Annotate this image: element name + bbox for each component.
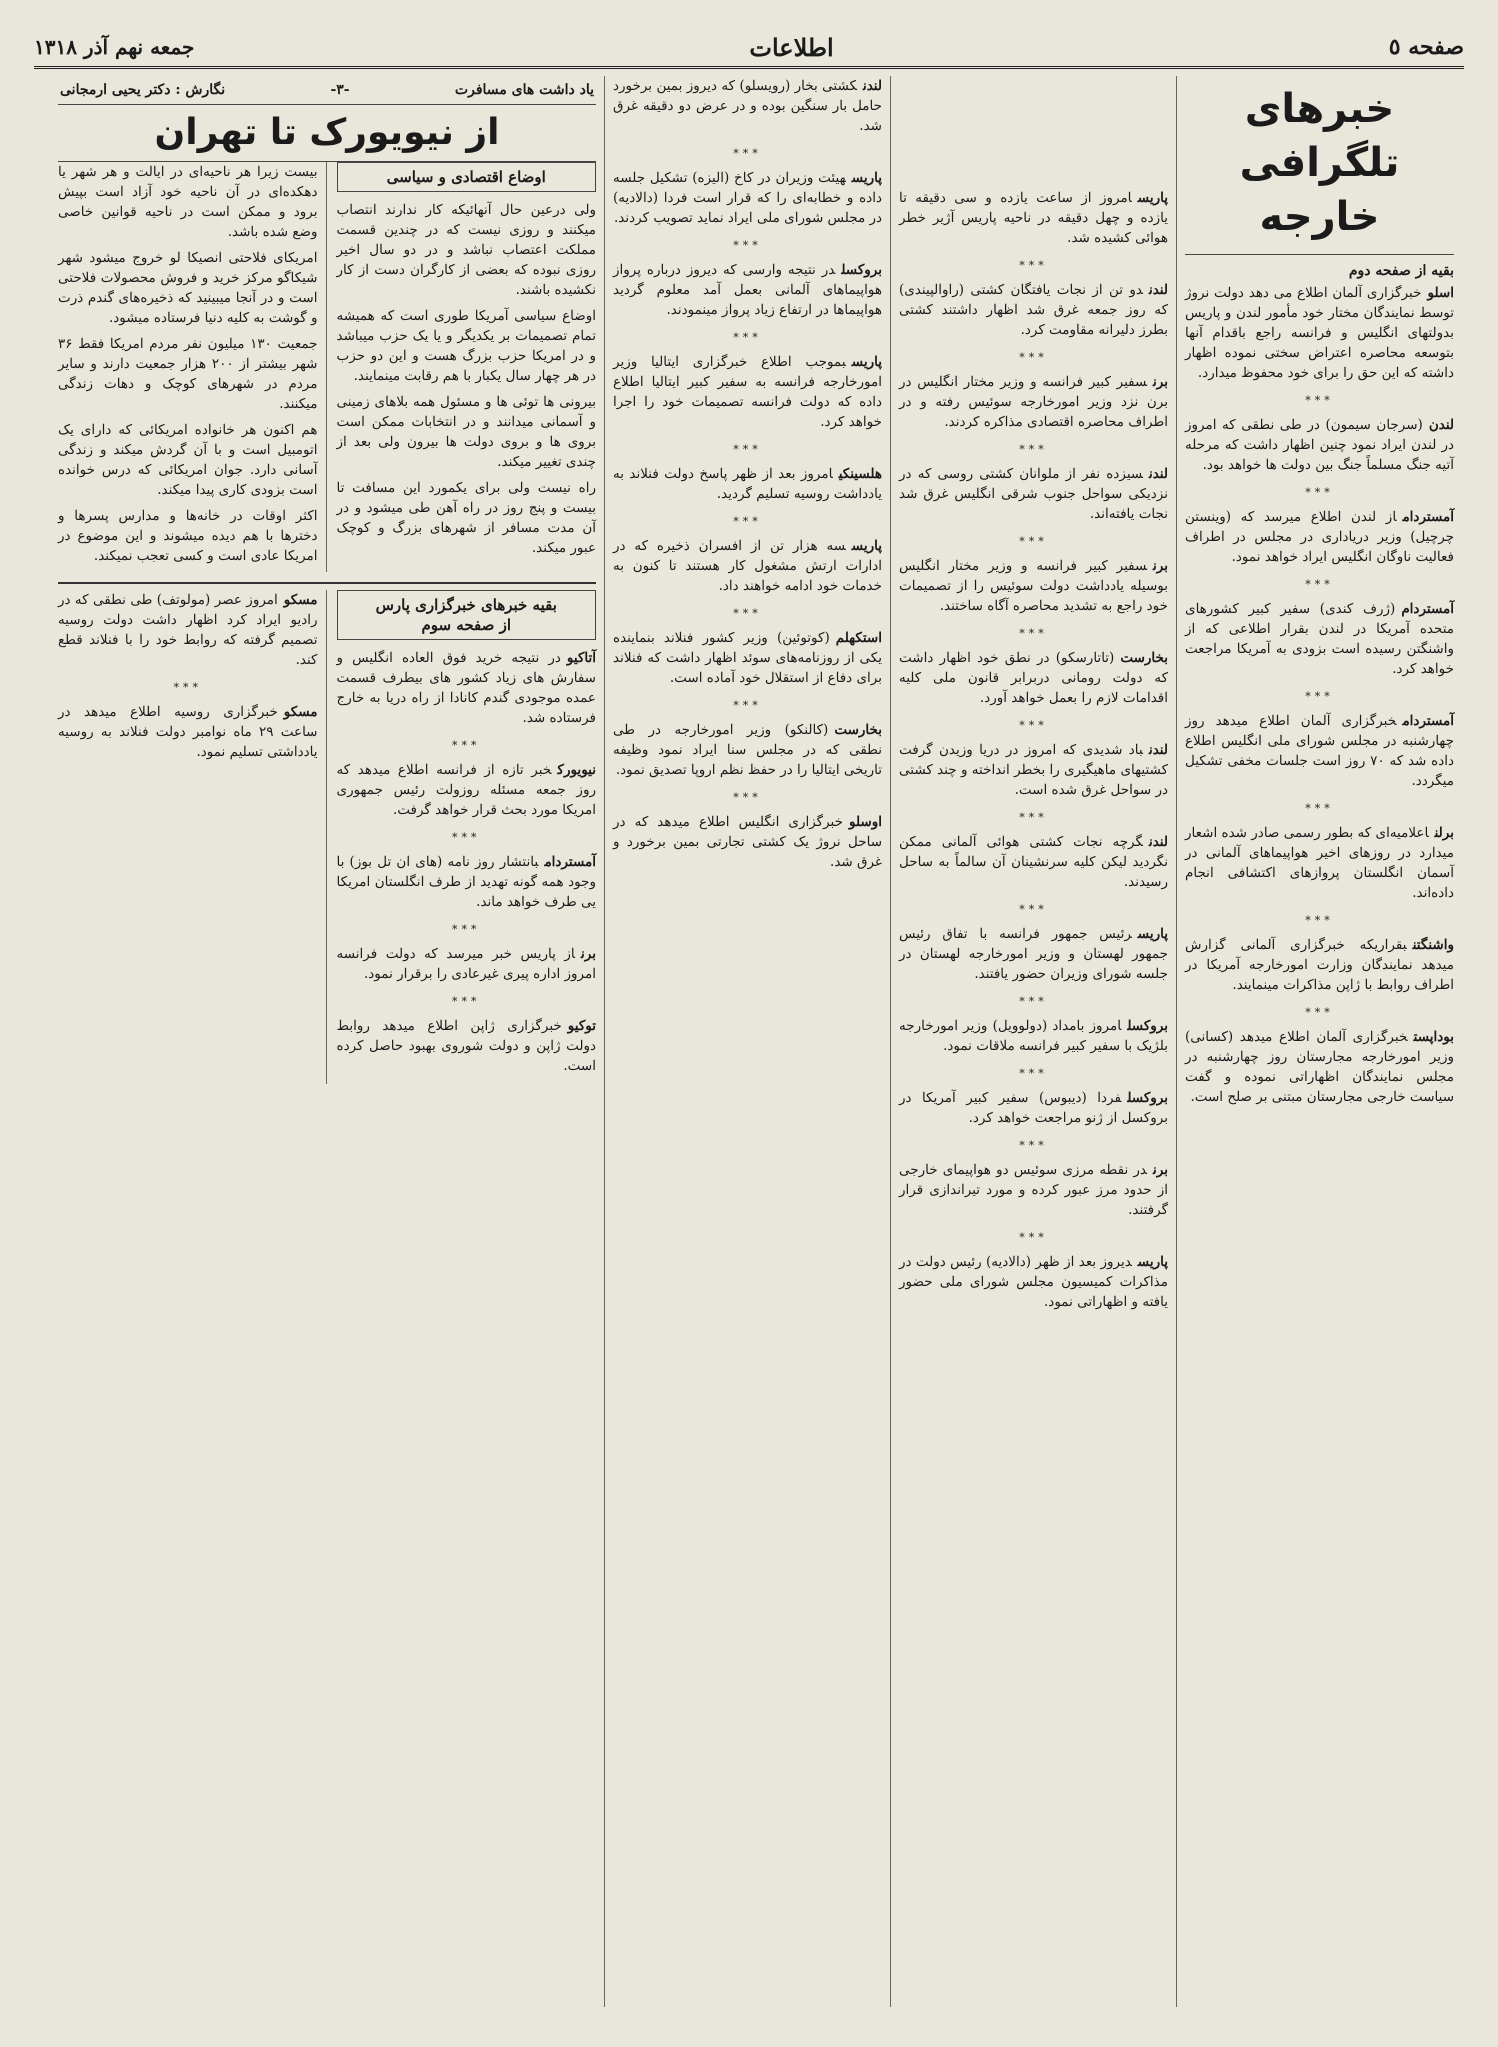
news-dateline: لندن (1148, 466, 1168, 482)
news-item (899, 1088, 1168, 1128)
news-item (613, 168, 882, 228)
news-item (337, 648, 597, 728)
paper-name: اطلاعات (749, 32, 834, 62)
news-dateline: مسکو (283, 592, 318, 608)
separator-stars: *** (1019, 903, 1048, 916)
column-telegrams-2 (890, 76, 1176, 2007)
col1-items (1185, 283, 1454, 1107)
news-text: دو تن از نجات یافتگان کشتی (راوالپیندی) که روز جمعه غرق شد اظهار داشتند کشتی بطرز دلیرانه مقاومت کرد. (899, 282, 1168, 338)
separator-stars: *** (733, 443, 762, 456)
news-item (1185, 823, 1454, 903)
news-text: بقراریکه خبرگزاری آلمانی گزارش میدهد نمایندگان وزارت امورخارجه آمریکا در اطراف روابط با ژاپن مذاکرات مینمایند. (1185, 937, 1454, 993)
column-travel-notes (50, 76, 604, 2007)
separator-stars: *** (1019, 1139, 1048, 1152)
news-text: (تاتارسکو) در نطق خود اظهار داشت که دولت رومانی دربرابر قانون ملی کلیه اقدامات لازم را بعمل خواهد آورد. (899, 650, 1168, 706)
news-text: گرچه نجات کشتی هوائی آلمانی ممکن نگردید لیکن کلیه سرنشینان آن سالماً به ساحل رسیدند. (899, 834, 1168, 890)
separator-stars: *** (1305, 578, 1334, 591)
separator-stars: *** (733, 607, 762, 620)
paragraph: راه نیست ولی برای یکمورد این مسافت تا بیست و پنج روز در راه آهن طی میشود و در آن مدت مسافر از شهرهای بزرگ و کوچک عبور میکند. (336, 480, 596, 556)
paragraph: ولی درعین حال آنهائیکه کار ندارند انتصاب میکنند و روزی نیست که در چندین قسمت مملکت اعتصاب نباشد و در دو سال اخیر روزی نبوده که بعضی از کارگران دست از کار نکشیده باشند. (336, 202, 596, 298)
news-dateline: نیویورک (557, 762, 596, 778)
separator-stars: *** (1305, 690, 1334, 703)
news-text: (ژرف کندی) سفیر کبیر کشورهای متحده آمریکا در لندن بقرار اطلاعی که از واشنگتن رسیده است بزودی به آمریکا مراجعت خواهد کرد. (1185, 601, 1454, 677)
news-text: رئیس جمهور فرانسه با تفاق رئیس جمهور لهستان و وزیر امورخارجه لهستان در جلسه شورای وزیران حضور یافتند. (899, 926, 1168, 982)
travel-paragraphs (337, 200, 597, 558)
news-item (613, 464, 882, 504)
news-text: هیئت وزیران در کاخ (الیزه) تشکیل جلسه داده و خطابه‌ای را که قرار است فردا (دالادیه) در مجلس شورای ملی ایراد نماید تصویب کردند. (613, 170, 882, 226)
news-dateline: آمستردام (1402, 713, 1454, 729)
pars-news-items-2 (58, 590, 318, 762)
news-dateline: برلن (1434, 825, 1454, 841)
news-dateline: پاریس (851, 354, 882, 370)
headline-spacer (899, 76, 1168, 188)
news-text: امروز از ساعت یازده و سی دقیقه تا یازده و چهل دقیقه در ناحیه پاریس آژیر خطر هوائی کشیده شد. (899, 190, 1168, 246)
column-telegrams-3 (604, 76, 890, 2007)
issue-date: جمعه نهم آذر ۱۳۱۸ (34, 35, 195, 59)
column-foreign-news (1176, 76, 1462, 2007)
news-item (337, 760, 597, 820)
pars-news-title (337, 590, 597, 640)
news-dateline: بخارست (1120, 650, 1168, 666)
separator-stars: *** (1305, 394, 1334, 407)
separator-stars: *** (1019, 1231, 1048, 1244)
separator-stars: *** (1019, 351, 1048, 364)
news-dateline: بروکسل (1127, 1018, 1168, 1034)
news-dateline: پاریس (1137, 926, 1168, 942)
news-dateline: آمستردام (1402, 509, 1454, 525)
news-text: سیزده نفر از ملوانان کشتی روسی که در نزدیکی سواحل جنوب شرقی انگلیس غرق شد نجات یافته‌اند. (899, 466, 1168, 522)
separator-stars: *** (452, 831, 481, 844)
separator-stars: *** (1019, 259, 1048, 272)
news-text: بانتشار روز نامه (های ان تل بوز) با وجود همه گونه تهدید از طرف انگلستان امریکا یی طرف خواهد ماند. (336, 854, 596, 910)
news-text: خبرگزاری انگلیس اطلاع میدهد که در ساحل نروژ یک کشتی تجارتی بمین برخورد و غرق شد. (613, 814, 882, 870)
news-item (613, 628, 882, 688)
news-text: بموجب اطلاع خبرگزاری ایتالیا وزیر امورخارجه فرانسه به سفیر کبیر ایتالیا اطلاع داده که دولت فرانسه تصمیمات خود را اجرا خواهد کرد. (613, 354, 882, 430)
separator-stars: *** (1019, 1067, 1048, 1080)
news-dateline: استکهلم (835, 630, 882, 646)
travel-title: از نیویورک تا تهران (58, 105, 596, 162)
separator-stars: *** (1305, 914, 1334, 927)
news-item (899, 1016, 1168, 1056)
separator-stars: *** (1019, 811, 1048, 824)
news-dateline: برن (1153, 558, 1168, 574)
news-item (337, 944, 597, 984)
news-item (613, 260, 882, 320)
separator-stars: *** (733, 331, 762, 344)
news-dateline: توکیو (567, 1018, 596, 1034)
news-item (613, 812, 882, 872)
news-text: در نقطه مرزی سوئیس دو هواپیمای خارجی از حدود مرز عبور کرده و مورد تیراندازی قرار گرفتند. (899, 1162, 1168, 1218)
news-dateline: پاریس (851, 170, 882, 186)
news-text: امروز عصر (مولوتف) طی نطقی که در رادیو ایراد کرد اظهار داشت دولت روسیه تصمیم گرفته که روابط خود را با فنلاند قطع کند. (58, 592, 318, 668)
news-item (1185, 711, 1454, 791)
columns (50, 76, 1462, 2007)
separator-stars: *** (1019, 443, 1048, 456)
separator-stars: *** (1019, 535, 1048, 548)
paragraph: جمعیت ۱۳۰ میلیون نفر مردم امریکا فقط ۳۶ شهر بیشتر از ۲۰۰ هزار جمعیت دارند و سایر مردم در شهرهای کوچک و دهات زندگی میکنند. (58, 336, 318, 412)
news-dateline: پاریس (1137, 190, 1168, 206)
news-dateline: پاریس (1137, 1254, 1168, 1270)
paragraph: امریکای فلاحتی انصیکا لو خروج میشود شهر شیکاگو مرکز خرید و فروش محصولات فلاحتی است و در آنجا میبینید که ذخیره‌های گندم ذرت و گوشت به کلیه دنیا فرستاده میشود. (58, 250, 318, 326)
travel-subcolumn-b (58, 162, 327, 572)
col3-items (613, 76, 882, 872)
news-item (58, 702, 318, 762)
pars-news-title-text: بقیه خبرهای خبرگزاری پارس (375, 596, 557, 614)
news-dateline: برن (1153, 374, 1168, 390)
news-dateline: پاریس (851, 538, 882, 554)
separator-stars: *** (733, 515, 762, 528)
news-text: فردا (دیبوس) سفیر کبیر آمریکا در بروکسل از ژنو مراجعت خواهد کرد. (899, 1090, 1168, 1126)
separator-stars: *** (733, 147, 762, 160)
news-item (899, 1160, 1168, 1220)
travel-subcolumn-a (337, 162, 597, 572)
news-item (337, 852, 597, 912)
news-item (613, 536, 882, 596)
news-dateline: آتاکیو (566, 650, 596, 666)
pars-news-b (58, 590, 327, 1084)
news-item (899, 280, 1168, 340)
news-dateline: بروکسل (1127, 1090, 1168, 1106)
paragraph: بیست زیرا هر ناحیه‌ای در ایالت و هر شهر یا دهکده‌ای در آن ناحیه خود آزاد است بپیش برود و ممکن است در ناحیه قوانین خاصی وضع شده باشد. (58, 164, 318, 240)
page-number: صفحه ٥ (1388, 34, 1464, 60)
news-dateline: لندن (1428, 417, 1454, 433)
separator-stars: *** (452, 995, 481, 1008)
news-item (899, 188, 1168, 248)
news-text: باد شدیدی که امروز در دریا وزیدن گرفت کشتیهای ماهیگیری را بخطر انداخته و چند کشتی در سواحل غرق شده است. (899, 742, 1168, 798)
separator-stars: *** (1019, 995, 1048, 1008)
news-text: سفیر کبیر فرانسه و وزیر مختار انگلیس در برن نزد وزیر امورخارجه سوئیس رفته و در اطراف محاصره اقتصادی مذاکره کردند. (899, 374, 1168, 430)
news-item (613, 76, 882, 136)
news-text: سه هزار تن از افسران ذخیره که در ادارات ارتش مشغول کار هستند تا کنون به خدمات خود ادامه خواهند داد. (613, 538, 882, 594)
pars-news-box (58, 582, 596, 1084)
news-text: خبرگزاری آلمان اطلاع میدهد روز چهارشنبه در مجلس شورای ملی انگلیس اطلاع داده شد که ۷۰ روز است جلسات مخفی تشکیل میگردد. (1185, 713, 1454, 789)
pars-news-subtitle: از صفحه سوم (421, 616, 511, 634)
masthead (34, 28, 1464, 69)
news-text: امروز بعد از ظهر پاسخ دولت فنلاند به یادداشت روسیه تسلیم گردید. (613, 466, 882, 502)
news-dateline: آمستردام (1401, 601, 1454, 617)
news-dateline: اسلو (1427, 285, 1454, 301)
news-dateline: واشنگتن (1412, 937, 1454, 953)
news-dateline: برن (581, 946, 596, 962)
col2-items (899, 188, 1168, 1312)
paragraph: بیرونی ها توئی ها و مسئول همه بلاهای زمینی و آسمانی میدانند و در انتخابات ممکن است بروی ها و بروی دولت ها بیرون ولی بعد از چندی تغییر میکند. (336, 394, 596, 470)
news-dateline: بخارست (834, 722, 882, 738)
news-text: خبرگزاری روسیه اطلاع میدهد در ساعت ۲۹ ماه نوامبر دولت فنلاند به روسیه یادداشتی تسلیم نمود. (58, 704, 318, 760)
separator-stars: *** (733, 239, 762, 252)
news-text: در نتیجه وارسی که دیروز درباره پرواز هواپیماهای آلمانی بعمل آمد معلوم گردید هواپیماها در ارتفاع زیاد پرواز مینمودند. (613, 262, 882, 318)
news-item (1185, 283, 1454, 383)
news-item (899, 1252, 1168, 1312)
news-item (899, 832, 1168, 892)
separator-stars: *** (452, 739, 481, 752)
separator-stars: *** (733, 791, 762, 804)
news-item (899, 924, 1168, 984)
travel-body (58, 162, 596, 572)
news-item (899, 556, 1168, 616)
news-item (58, 590, 318, 670)
news-item (899, 372, 1168, 432)
news-item (1185, 415, 1454, 475)
news-text: (کالنکو) وزیر امورخارجه در طی نطقی که در مجلس سنا ایراد نمود وظیفه تاریخی ایتالیا را در حفظ نظم اروپا تصدیق نمود. (613, 722, 882, 778)
news-text: (کوتوئین) وزیر کشور فنلاند بنماینده یکی از روزنامه‌های سوئد اظهار داشت که فنلاند برای دفاع از استقلال خود آماده است. (613, 630, 882, 686)
separator-stars: *** (452, 923, 481, 936)
news-item (613, 720, 882, 780)
news-text: امروز بامداد (دولوویل) وزیر امورخارجه بلژیک با سفیر کبیر فرانسه ملاقات نمود. (899, 1018, 1168, 1054)
news-item (899, 464, 1168, 524)
news-item (337, 1016, 597, 1076)
separator-stars: *** (1305, 802, 1334, 815)
news-text: از لندن اطلاع میرسد که (وینستن چرچیل) وزیر دریاداری در مجلس در اطراف فعالیت ناوگان انگلیس ایراد خواهد نمود. (1185, 509, 1454, 565)
author-byline: نگارش : دکتر یحیی ارمجانی (60, 82, 226, 98)
news-item (1185, 935, 1454, 995)
news-item (1185, 1027, 1454, 1107)
series-number: -۳- (330, 82, 350, 98)
paragraph: هم اکنون هر خانواده امریکائی که دارای یک اتومبیل است و با آن گردش میکند و زندگی آسانی دارد. جوان امریکائی که درس خوانده است بزودی کاری پیدا میکند. (58, 422, 318, 498)
news-item (899, 648, 1168, 708)
news-dateline: لندن (1148, 742, 1168, 758)
news-dateline: بوداپست (1413, 1029, 1454, 1045)
news-item (1185, 599, 1454, 679)
news-dateline: اوسلو (848, 814, 882, 830)
news-dateline: هلسینکی (838, 466, 882, 482)
separator-stars: *** (173, 681, 202, 694)
news-text: خبرگزاری آلمان اطلاع میدهد (کسانی) وزیر امورخارجه مجارستان روز چهارشنبه در مجلس نمایندگان اظهاراتی نموده و گفت سیاست خارجی مجارستان مبتنی بر صلح است. (1185, 1029, 1454, 1105)
news-text: دیروز بعد از ظهر (دالادیه) رئیس دولت در مذاکرات کمیسیون مجلس شورای ملی حضور یافته و اظهاراتی نمود. (899, 1254, 1168, 1310)
news-text: از پاریس خبر میرسد که دولت فرانسه امروز اداره پیری غیرعادی را برقرار نمود. (336, 946, 596, 982)
news-text: اعلامیه‌ای که بطور رسمی صادر شده اشعار میدارد در روزهای اخیر هواپیماهای آلمانی در آسمان انگلستان پروازهای اکتشافی انجام داده‌اند. (1185, 825, 1454, 901)
news-dateline: برن (1153, 1162, 1168, 1178)
news-dateline: لندن (862, 78, 882, 94)
pars-news-items (337, 648, 597, 1076)
separator-stars: *** (733, 699, 762, 712)
news-text: خبرگزاری ژاپن اطلاع میدهد روابط دولت ژاپن و دولت شوروی بهبود حاصل کرده است. (336, 1018, 596, 1074)
news-dateline: لندن (1148, 834, 1168, 850)
news-text: سفیر کبیر فرانسه و وزیر مختار انگلیس بوسیله یادداشت دولت سوئیس را از تصمیمات خود راجع به تشدید محاصره آگاه ساختند. (899, 558, 1168, 614)
pars-news-a (337, 590, 597, 1084)
paragraph: اکثر اوقات در خانه‌ها و مدارس پسرها و دخترها با هم دیده میشوند و این موضوع در امریکا عادی است و کسی تعجب نمیکند. (58, 508, 318, 564)
separator-stars: *** (1305, 1006, 1334, 1019)
news-text: در نتیجه خرید فوق العاده انگلیس و سفارش های زیاد کشور های بیطرف قسمت عمده موجودی گندم کانادا از راه دریا به خارج فرستاده شد. (336, 650, 596, 726)
series-title: یاد داشت های مسافرت (454, 82, 594, 98)
paragraph: اوضاع سیاسی آمریکا طوری است که همیشه تمام تصمیمات بر یکدیگر و یا یک حزب میباشد و در امریکا حزب بزرگ هست و این دو حزب در هر چهار سال یکبار با هم رقابت مینمایند. (336, 308, 596, 384)
news-item (1185, 507, 1454, 567)
foreign-news-headline: خبرهای تلگرافی خارجه (1185, 76, 1454, 255)
separator-stars: *** (1305, 486, 1334, 499)
news-text: خبرگزاری آلمان اطلاع می دهد دولت نروژ توسط نمایندگان مختار خود مأمور لندن و پاریس بدولتهای انگلیس و فرانسه راجع باقدام آنها بتوسعه محاصره اعتراض سختی نموده اظهار داشته که این حق را برای خود محفوظ میدارد. (1185, 285, 1454, 381)
news-dateline: لندن (1148, 282, 1168, 298)
section-title: اوضاع اقتصادی و سیاسی (337, 162, 597, 192)
separator-stars: *** (1019, 719, 1048, 732)
news-item (613, 352, 882, 432)
travel-paragraphs-cont (58, 162, 318, 566)
news-dateline: بروکسل (841, 262, 882, 278)
continued-note: بقیه از صفحه دوم (1348, 263, 1454, 279)
travel-notes-header (58, 76, 596, 105)
news-dateline: آمستردام (544, 854, 596, 870)
news-dateline: مسکو (283, 704, 318, 720)
news-text: کشتی بخار (رویسلو) که دیروز بمین برخورد حامل بار سنگین بوده و در عرض دو دقیقه غرق شد. (613, 78, 882, 134)
news-text: خبر تازه از فرانسه اطلاع میدهد که روز جمعه مسئله روزولت رئیس جمهوری امریکا مورد بحث قرار خواهد گرفت. (336, 762, 596, 818)
news-item (899, 740, 1168, 800)
news-text: (سرجان سیمون) در طی نطقی که امروز در لندن ایراد نمود چنین اظهار داشت که مرحله آتیه جنگ مسلماً جنگ بین دولت ها خواهد بود. (1185, 417, 1454, 473)
separator-stars: *** (1019, 627, 1048, 640)
